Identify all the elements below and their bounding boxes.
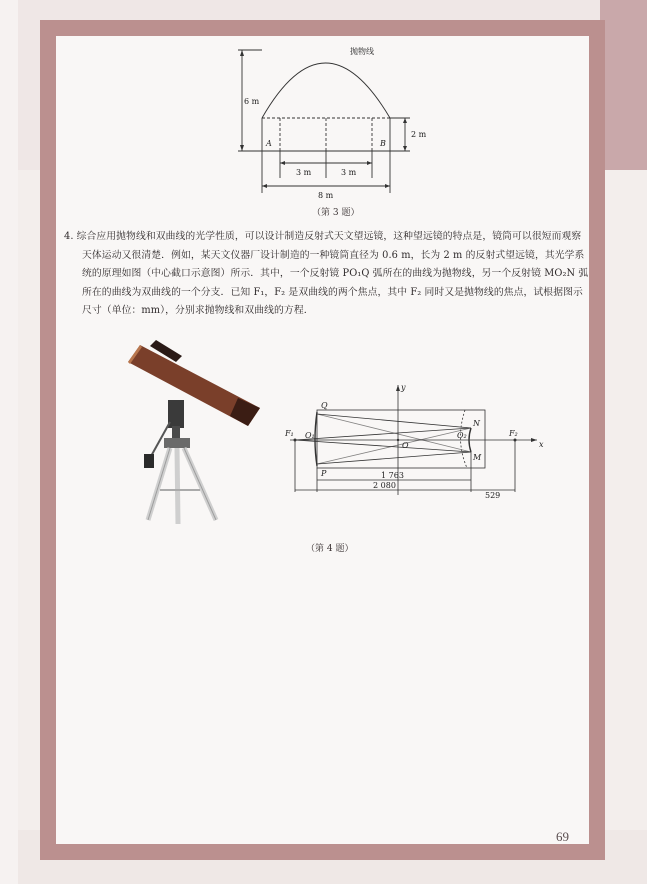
width-3m-right-label: 3 m xyxy=(341,168,357,177)
page-number: 69 xyxy=(556,829,569,844)
problem-number: 4. xyxy=(64,231,74,242)
point-m-label: M xyxy=(473,453,482,462)
point-q-label: Q xyxy=(321,401,328,410)
point-p-label: P xyxy=(321,469,327,478)
point-a-label: A xyxy=(266,139,272,148)
problem-text: 综合应用抛物线和双曲线的光学性质，可以设计制造反射式天文望远镜，这种望远镜的特点是，镜筒可以很短而观察天体运动又很清楚．例如，某天文仪器厂设计制造的一种镜筒直径为 0.6 m，长为 2 m 的反射式望远镜，其光学系统的原理如图（中心截口示意图）所示．其中，一个反射镜 PO₁Q 弧所在的曲线为抛物线，另一个反射镜 MO₂N 弧所在的曲线为双曲线的一个分支．已知 F₁，F₂ 是双曲线的两个焦点，其中 F₂ 同时又是抛物线的焦点，试根据图示尺寸（单位：mm），分别求抛物线和双曲线的方程． xyxy=(76,231,589,316)
page-background-block xyxy=(600,0,647,170)
dimension-1763: 1 763 xyxy=(381,471,404,480)
width-3m-left-label: 3 m xyxy=(296,168,312,177)
figure-3-caption: （第 3 题） xyxy=(312,208,360,218)
y-axis-label: y xyxy=(401,383,406,392)
height-2m-label: 2 m xyxy=(411,130,427,139)
dimension-529: 529 xyxy=(485,491,501,500)
parabola-label: 抛物线 xyxy=(350,47,374,56)
focus-f2-label: F₂ xyxy=(509,429,518,438)
height-6m-label: 6 m xyxy=(244,97,260,106)
page-left-margin xyxy=(0,0,18,884)
vertex-o1-label: O₁ xyxy=(305,431,315,440)
focus-f1-label: F₁ xyxy=(285,429,294,438)
point-n-label: N xyxy=(473,419,480,428)
width-8m-label: 8 m xyxy=(318,191,334,198)
x-axis-label: x xyxy=(539,440,544,449)
vertex-o2-label: O₂ xyxy=(457,431,467,440)
point-b-label: B xyxy=(380,139,386,148)
dimension-2080: 2 080 xyxy=(373,481,396,490)
figure-3-parabolic-arch xyxy=(230,38,435,198)
figure-4-caption: （第 4 题） xyxy=(306,544,354,554)
telescope-photo xyxy=(120,340,260,525)
figure-4-optics-diagram xyxy=(285,380,550,500)
problem-4 xyxy=(64,228,589,321)
origin-o-label: O xyxy=(402,441,409,450)
